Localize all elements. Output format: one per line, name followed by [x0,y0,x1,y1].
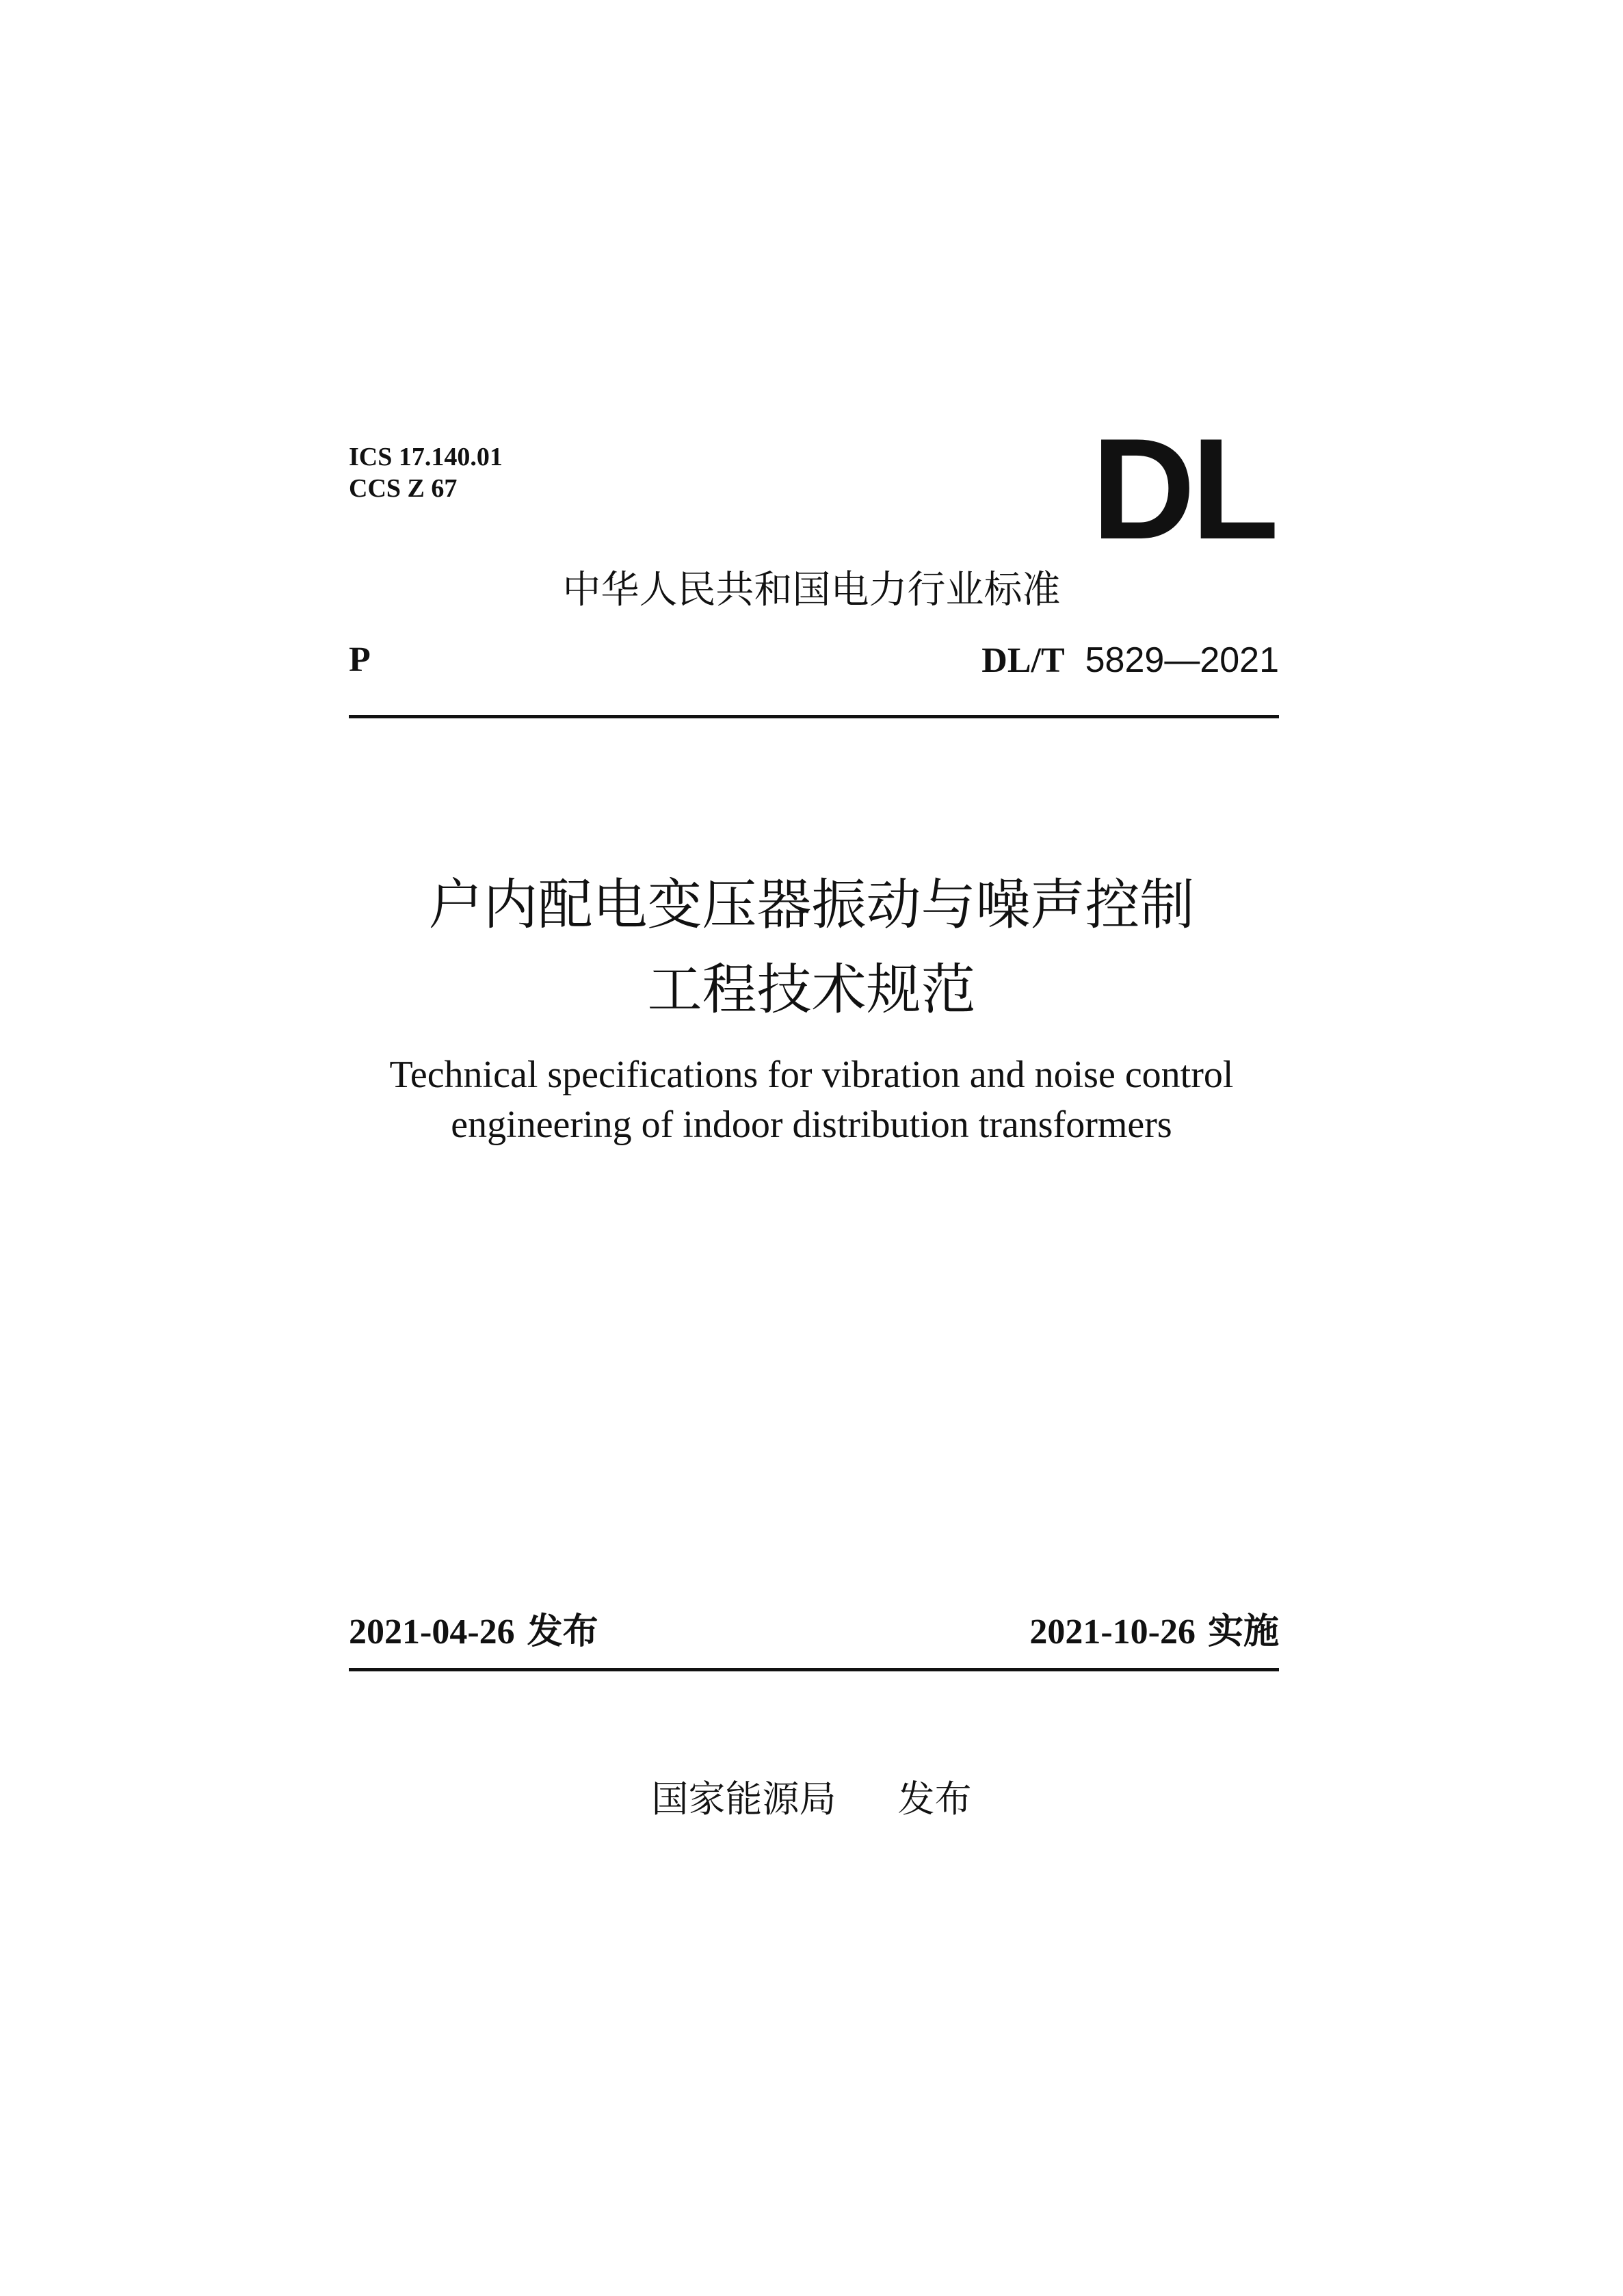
classification-letter: P [349,640,371,679]
standard-number-value: 5829—2021 [1085,640,1279,680]
title-cn-line1: 户内配电变压器振动与噪声控制 [428,873,1195,937]
standard-number-prefix: DL/T [981,641,1065,680]
dl-logo: DL [1092,408,1275,569]
implement-date-label: 实施 [1207,1611,1279,1652]
standard-category: 中华人民共和国电力行业标准 [562,568,1061,612]
issue-date-label: 发布 [527,1611,598,1652]
title-en-line2: engineering of indoor distribution transformers [451,1104,1172,1146]
title-cn-line2: 工程技术规范 [647,958,976,1021]
publisher-name: 国家能源局 [651,1777,836,1821]
ics-code: ICS 17.140.01 [349,443,503,471]
date-divider [349,1668,1279,1671]
ics-ccs-codes [349,441,503,504]
standard-number [981,639,1279,682]
issue-date [349,1609,598,1655]
implement-date [1029,1609,1279,1655]
implement-date-value: 2021-10-26 [1029,1613,1196,1652]
header-divider [349,715,1279,718]
publisher-label: 发布 [897,1777,972,1821]
title-en-line1: Technical specifications for vibration and noise control [389,1054,1234,1096]
issue-date-value: 2021-04-26 [349,1613,515,1652]
publisher [0,1775,1623,1823]
ccs-code: CCS Z 67 [349,474,458,503]
